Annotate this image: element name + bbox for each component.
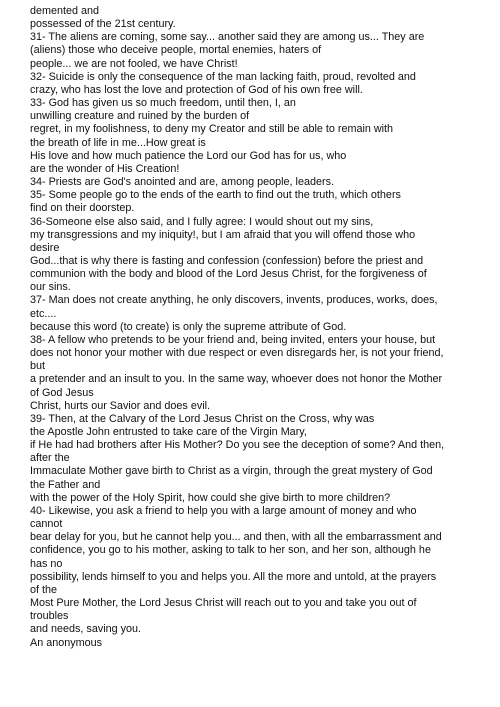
text-line: etc....	[30, 307, 57, 320]
text-line: communion with the body and blood of the Lord Jesus Christ, for the forgiveness of	[30, 268, 427, 281]
text-line: 37- Man does not create anything, he only discovers, invents, produces, works, does,	[30, 294, 438, 307]
text-line: 31- The aliens are coming, some say... another said they are among us... They are	[30, 31, 425, 44]
text-line: bear delay for you, but he cannot help you... and then, with all the embarrassment and	[30, 531, 442, 544]
text-line: people... we are not fooled, we have Christ!	[30, 57, 238, 70]
text-line: Christ, hurts our Savior and does evil.	[30, 399, 211, 412]
text-line: of the	[30, 583, 58, 596]
text-line: the Father and	[30, 478, 101, 491]
text-line: my transgressions and my iniquity!, but I am afraid that you will offend those who	[30, 228, 416, 241]
text-line: possessed of the 21st century.	[30, 18, 176, 31]
text-line: if He had had brothers after His Mother? Do you see the deception of some? And then,	[30, 439, 445, 452]
text-line: after the	[30, 452, 70, 465]
text-line: of God Jesus	[30, 386, 94, 399]
text-line: Immaculate Mother gave birth to Christ as a virgin, through the great mystery of God	[30, 465, 433, 478]
text-line: confidence, you go to his mother, asking to talk to her son, and her son, although he	[30, 544, 431, 557]
text-line: Most Pure Mother, the Lord Jesus Christ will reach out to you and take you out of	[30, 597, 417, 610]
text-line: demented and	[30, 5, 100, 17]
text-line: His love and how much patience the Lord our God has for us, who	[30, 149, 347, 162]
text-line: An anonymous	[30, 636, 103, 649]
text-line: crazy, who has lost the love and protection of God of his own free will.	[30, 83, 363, 96]
text-line: 32- Suicide is only the consequence of the man lacking faith, proud, revolted and	[30, 70, 416, 83]
text-line: has no	[30, 557, 63, 570]
text-line: and needs, saving you.	[30, 623, 142, 636]
text-line: possibility, lends himself to you and helps you. All the more and untold, at the prayers	[30, 570, 437, 583]
text-line: our sins.	[30, 281, 71, 294]
text-line: troubles	[30, 610, 69, 623]
text-line: the breath of life in me...How great is	[30, 136, 206, 149]
text-line: because this word (to create) is only the supreme attribute of God.	[30, 320, 347, 333]
text-line: a pretender and an insult to you. In the same way, whoever does not honor the Mother	[30, 373, 443, 386]
text-line: (aliens) those who deceive people, mortal enemies, haters of	[30, 44, 322, 57]
text-line: but	[30, 360, 46, 373]
text-line: are the wonder of His Creation!	[30, 162, 180, 175]
text-line: the Apostle John entrusted to take care of the Virgin Mary,	[30, 426, 307, 438]
text-line: regret, in my foolishness, to deny my Creator and still be able to remain with	[30, 123, 394, 136]
text-line: cannot	[30, 518, 63, 531]
text-line: God...that is why there is fasting and confession (confession) before the priest and	[30, 254, 424, 267]
text-line: 33- God has given us so much freedom, until then, I, an	[30, 97, 296, 110]
text-line: 40- Likewise, you ask a friend to help you with a large amount of money and who	[30, 504, 417, 517]
text-line: unwilling creature and ruined by the burden of	[30, 110, 250, 123]
text-line: with the power of the Holy Spirit, how could she give birth to more children?	[30, 491, 391, 504]
text-line: 34- Priests are God's anointed and are, among people, leaders.	[30, 176, 334, 189]
text-line: 39- Then, at the Calvary of the Lord Jesus Christ on the Cross, why was	[30, 412, 375, 425]
text-line: 36-Someone else also said, and I fully agree: I would shout out my sins,	[30, 215, 374, 228]
text-line: does not honor your mother with due respect or even disregards her, is not your friend,	[30, 347, 444, 360]
text-line: desire	[30, 241, 60, 254]
text-line: 35- Some people go to the ends of the earth to find out the truth, which others	[30, 189, 401, 202]
text-line: find on their doorstep.	[30, 202, 135, 215]
text-line: 38- A fellow who pretends to be your friend and, being invited, enters your house, but	[30, 333, 436, 346]
